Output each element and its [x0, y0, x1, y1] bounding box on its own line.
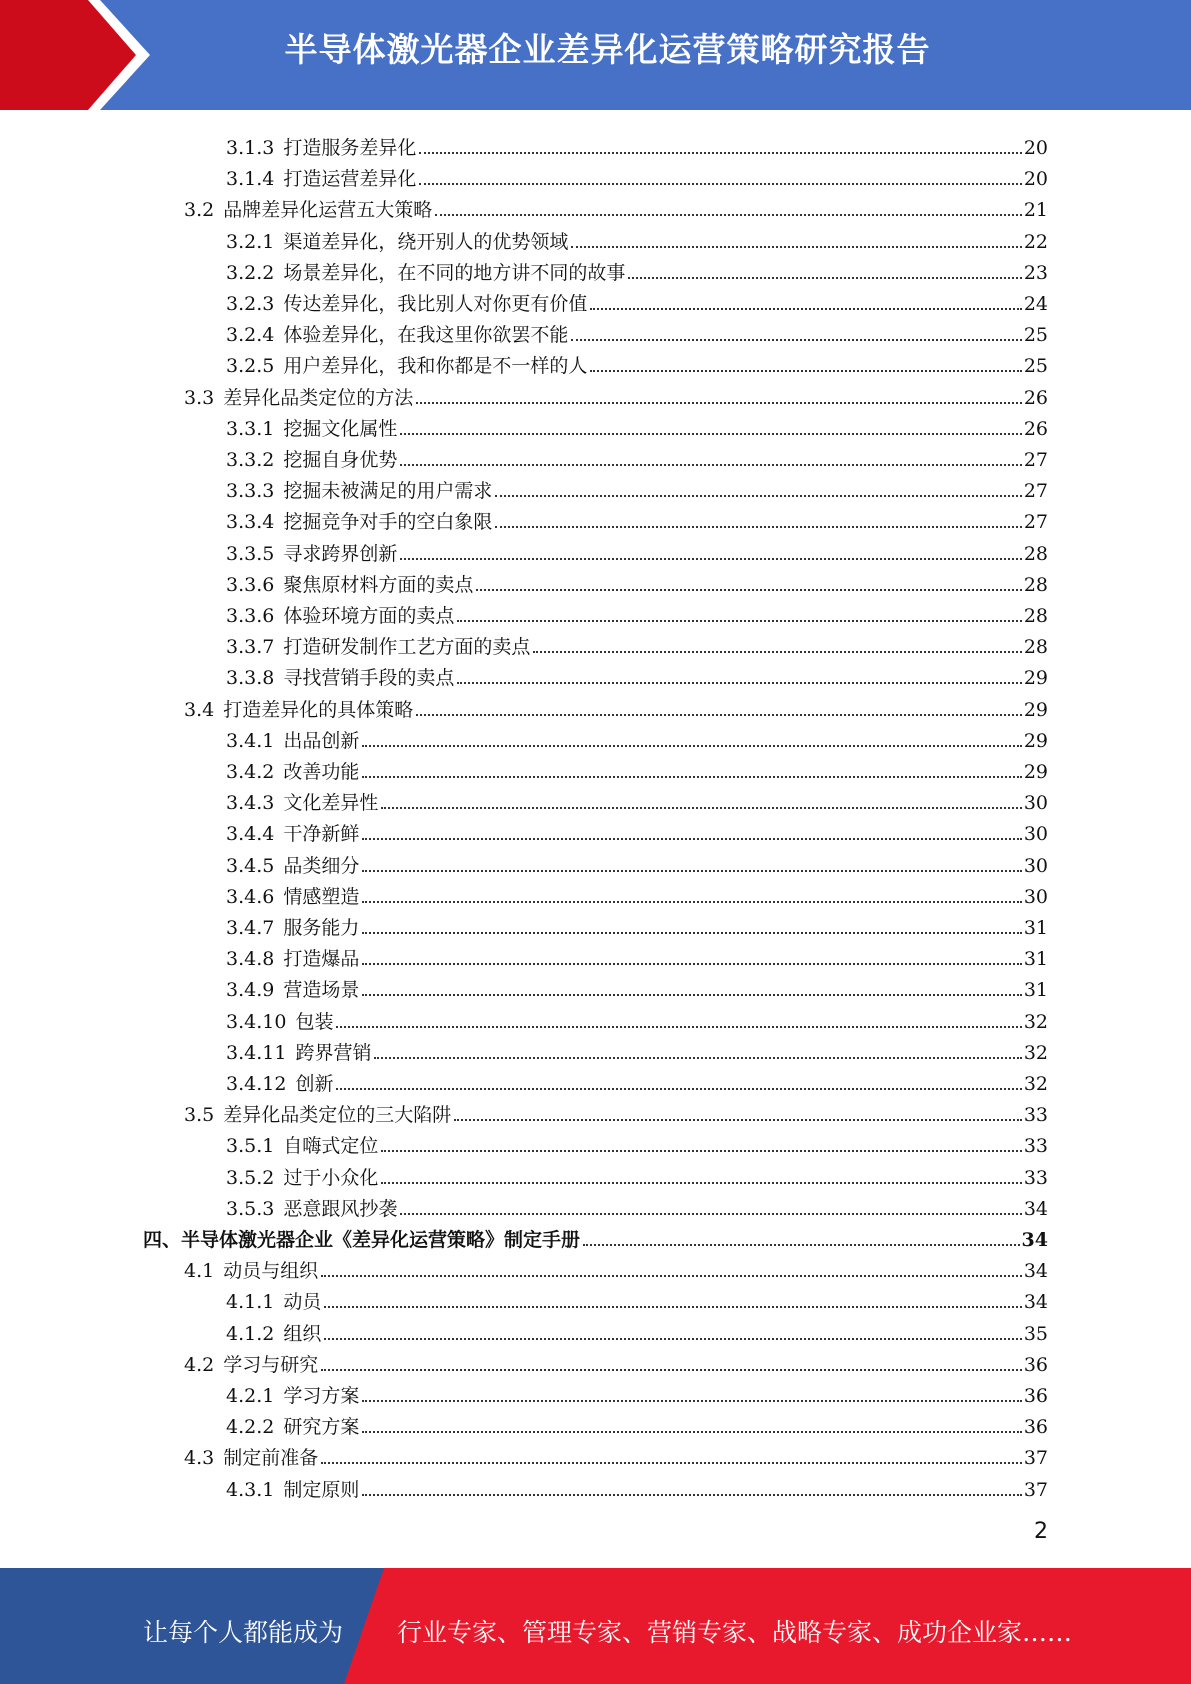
toc-entry[interactable]: [184, 190, 1048, 221]
toc-entry-page: 22: [1023, 231, 1048, 253]
toc-entry-page: 28: [1023, 605, 1048, 627]
toc-entry-page: 36: [1023, 1385, 1048, 1407]
toc-dot-leader: [400, 463, 1021, 466]
toc-entry[interactable]: [226, 159, 1048, 190]
toc-entry[interactable]: [226, 658, 1048, 689]
toc-entry-page: 37: [1023, 1447, 1048, 1469]
toc-entry-title: 出品创新: [283, 730, 360, 752]
toc-entry-page: 34: [1023, 1198, 1048, 1220]
toc-entry[interactable]: [184, 690, 1048, 721]
toc-entry-title: 制定原则: [283, 1479, 360, 1501]
toc-entry[interactable]: [226, 1407, 1048, 1438]
toc-entry[interactable]: [226, 471, 1048, 502]
toc-entry[interactable]: [226, 1282, 1048, 1313]
toc-entry-title: 制定前准备: [223, 1447, 319, 1469]
toc-entry-page: 28: [1023, 574, 1048, 596]
toc-entry[interactable]: [143, 1220, 1048, 1251]
toc-entry[interactable]: [226, 1033, 1048, 1064]
toc-dot-leader: [457, 681, 1021, 684]
toc-entry[interactable]: [226, 939, 1048, 970]
toc-dot-leader: [362, 775, 1021, 778]
toc-entry-title: 打造研发制作工艺方面的卖点: [283, 636, 531, 658]
toc-entry-page: 37: [1023, 1479, 1048, 1501]
toc-dot-leader: [362, 744, 1021, 747]
toc-entry-number: 3.2.1: [226, 231, 275, 253]
toc-entry[interactable]: [226, 970, 1048, 1001]
toc-entry[interactable]: [226, 1314, 1048, 1345]
toc-entry-number: 3.3.4: [226, 511, 275, 533]
toc-dot-leader: [324, 1305, 1021, 1308]
toc-entry-page: 25: [1023, 355, 1048, 377]
page-number: 2: [1034, 1519, 1048, 1544]
toc-entry-page: 34: [1023, 1291, 1048, 1313]
toc-entry-title: 文化差异性: [283, 792, 379, 814]
toc-entry-number: 4.1: [184, 1260, 215, 1282]
toc-entry[interactable]: [184, 1438, 1048, 1469]
toc-entry-page: 36: [1023, 1416, 1048, 1438]
toc-entry-number: 3.4.12: [226, 1073, 287, 1095]
toc-entry-page: 32: [1023, 1042, 1048, 1064]
toc-entry-number: 4.3: [184, 1447, 215, 1469]
toc-entry-number: 3.3.6: [226, 574, 275, 596]
toc-entry-title: 恶意跟风抄袭: [283, 1198, 398, 1220]
toc-entry-number: 3.1.4: [226, 168, 275, 190]
toc-entry-title: 差异化品类定位的方法: [223, 387, 414, 409]
toc-entry-title: 服务能力: [283, 917, 360, 939]
toc-entry-number: 3.5.2: [226, 1167, 275, 1189]
toc-entry-number: 3.4.2: [226, 761, 275, 783]
toc-entry-number: 3.3.5: [226, 543, 275, 565]
toc-dot-leader: [362, 837, 1021, 840]
toc-entry-number: 3.4.10: [226, 1011, 287, 1033]
toc-entry[interactable]: [226, 1189, 1048, 1220]
toc-entry-title: 挖掘竞争对手的空白象限: [283, 511, 493, 533]
toc-entry-number: 3.3.8: [226, 667, 275, 689]
toc-entry-title: 干净新鲜: [283, 823, 360, 845]
toc-entry[interactable]: [226, 253, 1048, 284]
toc-entry-title: 差异化品类定位的三大陷阱: [223, 1104, 452, 1126]
toc-dot-leader: [416, 713, 1022, 716]
toc-entry-title: 寻求跨界创新: [283, 543, 398, 565]
toc-entry-page: 30: [1023, 886, 1048, 908]
toc-entry[interactable]: [184, 1251, 1048, 1282]
toc-entry-number: 4.2.1: [226, 1385, 275, 1407]
toc-entry-title: 聚焦原材料方面的卖点: [283, 574, 474, 596]
toc-entry[interactable]: [226, 534, 1048, 565]
toc-entry-number: 3.2.2: [226, 262, 275, 284]
toc-entry-number: 3.1.3: [226, 137, 275, 159]
toc-entry[interactable]: [226, 752, 1048, 783]
toc-entry[interactable]: [226, 1470, 1048, 1501]
toc-dot-leader: [381, 806, 1021, 809]
toc-dot-leader: [435, 213, 1022, 216]
toc-dot-leader: [381, 1181, 1021, 1184]
toc-entry-page: 29: [1023, 699, 1048, 721]
toc-entry-number: 3.5: [184, 1104, 215, 1126]
toc-entry-number: 4.2.2: [226, 1416, 275, 1438]
toc-entry-title: 打造服务差异化: [283, 137, 417, 159]
toc-entry-title: 动员: [283, 1291, 322, 1313]
toc-dot-leader: [454, 1118, 1022, 1121]
toc-dot-leader: [321, 1461, 1022, 1464]
toc-dot-leader: [495, 494, 1021, 497]
toc-entry-page: 30: [1023, 792, 1048, 814]
toc-entry[interactable]: [184, 1345, 1048, 1376]
toc-entry[interactable]: [226, 502, 1048, 533]
toc-entry-number: 3.2.5: [226, 355, 275, 377]
toc-entry-title: 体验差异化，在我这里你欲罢不能: [283, 324, 569, 346]
toc-entry-number: 3.4.9: [226, 979, 275, 1001]
toc-entry-page: 25: [1023, 324, 1048, 346]
toc-entry-title: 学习与研究: [223, 1354, 319, 1376]
toc-entry-page: 30: [1023, 823, 1048, 845]
toc-entry-title: 挖掘文化属性: [283, 418, 398, 440]
toc-dot-leader: [583, 1243, 1020, 1246]
toc-entry-title: 动员与组织: [223, 1260, 319, 1282]
toc-entry[interactable]: [226, 440, 1048, 471]
toc-entry-number: 3.4: [184, 699, 215, 721]
toc-entry-number: 4.2: [184, 1354, 215, 1376]
toc-dot-leader: [336, 1087, 1021, 1090]
page-footer: [0, 1568, 1191, 1684]
toc-dot-leader: [321, 1368, 1022, 1371]
footer-slogan-left: 让每个人都能成为: [143, 1618, 344, 1647]
toc-entry-page: 27: [1023, 449, 1048, 471]
toc-entry-title: 寻找营销手段的卖点: [283, 667, 455, 689]
toc-entry[interactable]: [226, 596, 1048, 627]
toc-entry-number: 3.2.3: [226, 293, 275, 315]
toc-entry-number: 4.1.1: [226, 1291, 275, 1313]
toc-entry-number: 3.3.7: [226, 636, 275, 658]
toc-entry[interactable]: [226, 346, 1048, 377]
toc-dot-leader: [400, 1212, 1021, 1215]
toc-entry-page: 33: [1023, 1135, 1048, 1157]
toc-entry-title: 场景差异化，在不同的地方讲不同的故事: [283, 262, 626, 284]
toc-entry-page: 36: [1023, 1354, 1048, 1376]
toc-entry-page: 31: [1023, 979, 1048, 1001]
toc-entry-number: 3.4.5: [226, 855, 275, 877]
toc-dot-leader: [457, 619, 1021, 622]
toc-dot-leader: [324, 1337, 1021, 1340]
toc-entry-title: 挖掘自身优势: [283, 449, 398, 471]
toc-entry-title: 渠道差异化，绕开别人的优势领域: [283, 231, 569, 253]
toc-entry-number: 3.4.3: [226, 792, 275, 814]
toc-entry-number: 3.4.7: [226, 917, 275, 939]
toc-entry-title: 传达差异化，我比别人对你更有价值: [283, 293, 588, 315]
toc-entry-page: 34: [1021, 1229, 1048, 1251]
toc-entry-number: 3.3.6: [226, 605, 275, 627]
toc-entry-title: 打造运营差异化: [283, 168, 417, 190]
toc-dot-leader: [374, 1056, 1021, 1059]
toc-entry-number: 3.4.11: [226, 1042, 287, 1064]
toc-entry-page: 27: [1023, 480, 1048, 502]
toc-entry-title: 用户差异化，我和你都是不一样的人: [283, 355, 588, 377]
toc-dot-leader: [362, 900, 1021, 903]
toc-entry-page: 23: [1023, 262, 1048, 284]
toc-dot-leader: [533, 650, 1021, 653]
toc-dot-leader: [336, 1025, 1021, 1028]
toc-entry[interactable]: [226, 128, 1048, 159]
toc-entry-page: 28: [1023, 543, 1048, 565]
toc-entry-page: 32: [1023, 1073, 1048, 1095]
toc-entry-number: 3.3.3: [226, 480, 275, 502]
toc-dot-leader: [362, 931, 1021, 934]
toc-dot-leader: [571, 245, 1021, 248]
toc-entry[interactable]: [226, 627, 1048, 658]
toc-entry-page: 31: [1023, 948, 1048, 970]
toc-entry-number: 3.4.4: [226, 823, 275, 845]
toc-entry-number: 3.4.6: [226, 886, 275, 908]
toc-entry-number: 3.2.4: [226, 324, 275, 346]
toc-dot-leader: [495, 525, 1021, 528]
toc-entry-number: 3.3.2: [226, 449, 275, 471]
toc-entry-page: 32: [1023, 1011, 1048, 1033]
toc-dot-leader: [381, 1149, 1021, 1152]
toc-entry-page: 30: [1023, 855, 1048, 877]
toc-dot-leader: [590, 307, 1021, 310]
toc-entry-page: 29: [1023, 667, 1048, 689]
toc-dot-leader: [362, 962, 1021, 965]
toc-dot-leader: [321, 1274, 1022, 1277]
toc-entry-page: 33: [1023, 1104, 1048, 1126]
toc-entry-title: 打造差异化的具体策略: [223, 699, 414, 721]
toc-entry-title: 营造场景: [283, 979, 360, 1001]
toc-entry-title: 创新: [295, 1073, 334, 1095]
toc-entry-page: 20: [1023, 137, 1048, 159]
toc-entry-title: 品类细分: [283, 855, 360, 877]
toc-entry[interactable]: [184, 1095, 1048, 1126]
toc-entry[interactable]: [226, 284, 1048, 315]
toc-dot-leader: [571, 338, 1021, 341]
toc-entry-title: 品牌差异化运营五大策略: [223, 199, 433, 221]
toc-entry[interactable]: [226, 783, 1048, 814]
toc-entry-page: 29: [1023, 730, 1048, 752]
toc-entry-number: 3.5.3: [226, 1198, 275, 1220]
toc-entry-title: 情感塑造: [283, 886, 360, 908]
toc-entry-title: 打造爆品: [283, 948, 360, 970]
toc-dot-leader: [419, 182, 1021, 185]
toc-entry-page: 29: [1023, 761, 1048, 783]
toc-entry[interactable]: [226, 222, 1048, 253]
toc-entry-page: 27: [1023, 511, 1048, 533]
toc-entry-title: 改善功能: [283, 761, 360, 783]
toc-entry[interactable]: [226, 1126, 1048, 1157]
toc-entry-title: 挖掘未被满足的用户需求: [283, 480, 493, 502]
toc-dot-leader: [400, 557, 1021, 560]
toc-entry[interactable]: [226, 565, 1048, 596]
toc-dot-leader: [590, 369, 1021, 372]
toc-entry-title: 四、半导体激光器企业《差异化运营策略》制定手册: [143, 1229, 581, 1251]
toc-dot-leader: [416, 401, 1022, 404]
toc-entry-number: 3.4.8: [226, 948, 275, 970]
toc-entry-page: 26: [1023, 387, 1048, 409]
toc-entry-number: 3.3.1: [226, 418, 275, 440]
toc-dot-leader: [362, 1430, 1021, 1433]
toc-entry-title: 过于小众化: [283, 1167, 379, 1189]
toc-entry[interactable]: [226, 846, 1048, 877]
toc-entry-page: 33: [1023, 1167, 1048, 1189]
toc-entry[interactable]: [226, 1064, 1048, 1095]
toc-dot-leader: [362, 869, 1021, 872]
toc-entry[interactable]: [226, 1002, 1048, 1033]
toc-dot-leader: [362, 1493, 1021, 1496]
toc-entry-number: 3.5.1: [226, 1135, 275, 1157]
toc-entry-number: 3.4.1: [226, 730, 275, 752]
toc-entry-title: 学习方案: [283, 1385, 360, 1407]
toc-entry-page: 35: [1023, 1323, 1048, 1345]
toc-entry[interactable]: [226, 409, 1048, 440]
toc-entry[interactable]: [226, 877, 1048, 908]
toc-entry-title: 包装: [295, 1011, 334, 1033]
header-title: 半导体激光器企业差异化运营策略研究报告: [284, 30, 931, 69]
toc-entry-title: 研究方案: [283, 1416, 360, 1438]
toc-entry-page: 28: [1023, 636, 1048, 658]
toc-entry-title: 跨界营销: [295, 1042, 372, 1064]
toc-entry-number: 4.1.2: [226, 1323, 275, 1345]
toc-entry-number: 4.3.1: [226, 1479, 275, 1501]
toc-dot-leader: [476, 588, 1021, 591]
toc-entry-page: 20: [1023, 168, 1048, 190]
toc-entry[interactable]: [226, 1158, 1048, 1189]
toc-entry-page: 24: [1023, 293, 1048, 315]
toc-entry-page: 31: [1023, 917, 1048, 939]
toc-entry-page: 21: [1023, 199, 1048, 221]
toc-dot-leader: [419, 151, 1021, 154]
toc-entry[interactable]: [226, 721, 1048, 752]
toc-dot-leader: [362, 993, 1021, 996]
toc-entry[interactable]: [226, 908, 1048, 939]
toc-dot-leader: [362, 1399, 1021, 1402]
toc-entry[interactable]: [226, 814, 1048, 845]
toc-entry-title: 自嗨式定位: [283, 1135, 379, 1157]
toc-dot-leader: [628, 276, 1021, 279]
toc-entry[interactable]: [226, 315, 1048, 346]
toc-entry-page: 34: [1023, 1260, 1048, 1282]
footer-slogan-right: 行业专家、管理专家、营销专家、战略专家、成功企业家……: [397, 1618, 1073, 1647]
toc-entry-title: 体验环境方面的卖点: [283, 605, 455, 627]
toc-entry[interactable]: [184, 378, 1048, 409]
toc-entry-title: 组织: [283, 1323, 322, 1345]
toc-entry[interactable]: [226, 1376, 1048, 1407]
page-header: [0, 0, 1191, 110]
toc-entry-number: 3.2: [184, 199, 215, 221]
toc-entry-number: 3.3: [184, 387, 215, 409]
toc-dot-leader: [400, 432, 1021, 435]
toc-entry-page: 26: [1023, 418, 1048, 440]
